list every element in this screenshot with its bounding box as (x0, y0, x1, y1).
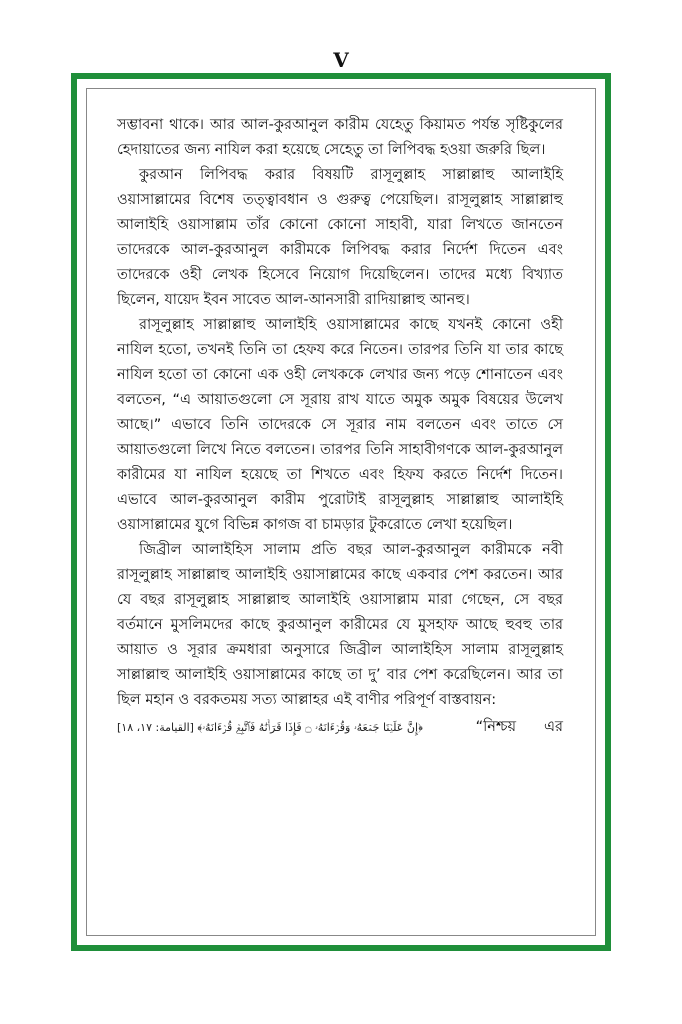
verse-word-nishchay: “নিশ্চয় (475, 719, 516, 735)
paragraph-1: সম্ভাবনা থাকে। আর আল-কুরআনুল কারীম যেহেতু কিয়ামত পর্যন্ত সৃষ্টিকুলের হেদায়াতের জন্য নাযিল করা হয়েছে সেহেতু তা লিপিবদ্ধ হওয়া জরুরি ছিল। (117, 117, 563, 158)
paragraph-2: কুরআন লিপিবদ্ধ করার বিষয়টি রাসূলুল্লাহ সাল্লাল্লাহু আলাইহি ওয়াসাল্লামের বিশেষ তত্ত্বাবধান ও গুরুত্ব পেয়েছিল। রাসূলুল্লাহ সাল্লাল্লাহু আলাইহি ওয়াসাল্লাম তাঁর কোনো কোনো সাহাবী, যারা লিখতে জানতেন তাদেরকে আল-কুরআনুল কারীমকে লিপিবদ্ধ করার নির্দেশ দিতেন এবং তাদেরকে ওহী লেখক হিসেবে নিয়োগ দিয়েছিলেন। তাদের মধ্যে বিখ্যাত ছিলেন, যায়েদ ইবন সাবেত আল-আনসারী রাদিয়াল্লাহু আনহু। (117, 167, 563, 308)
quran-verse-line (117, 715, 563, 740)
verse-translation-start (476, 715, 563, 740)
paragraph-4: জিব্রীল আলাইহিস সালাম প্রতি বছর আল-কুরআনুল কারীমকে নবী রাসূলুল্লাহ সাল্লাল্লাহু আলাইহি ওয়াসাল্লামের কাছে একবার পেশ করতেন। আর যে বছর রাসূলুল্লাহ সাল্লাল্লাহু আলাইহি ওয়াসাল্লাম মারা গেছেন, সে বছর বর্তমানে মুসলিমদের কাছে কুরআনুল কারীমের যে মুসহাফ আছে হুবহু তার আয়াত ও সূরার ক্রমধারা অনুসারে জিব্রীল আলাইহিস সালাম রাসূলুল্লাহ সাল্লাল্লাহু আলাইহি ওয়াসাল্লামের কাছে তা দু’ বার পেশ করেছিলেন। আর তা ছিল মহান ও বরকতময় সত্য আল্লাহর এই বাণীর পরিপূর্ণ বাস্তবায়ন: (117, 542, 563, 708)
verse-word-er: এর (543, 719, 563, 735)
paragraph-3: রাসূলুল্লাহ সাল্লাল্লাহু আলাইহি ওয়াসাল্লামের কাছে যখনই কোনো ওহী নাযিল হতো, তখনই তিনি তা হেফয করে নিতেন। তারপর তিনি যা তার কাছে নাযিল হতো তা কোনো এক ওহী লেখককে লেখার জন্য পড়ে শোনাতেন এবং বলতেন, “এ আয়াতগুলো সে সূরায় রাখ যাতে অমুক অমুক বিষয়ের উলেখ আছে।” এভাবে তিনি তাদেরকে সে সূরার নাম বলতেন এবং তাতে সে আয়াতগুলো লিখে নিতে বলতেন। তারপর তিনি সাহাবীগণকে আল-কুরআনুল কারীমের যা নাযিল হয়েছে তা শিখতে এবং হিফয করতে নির্দেশ দিতেন। এভাবে আল-কুরআনুল কারীম পুরোটাই রাসূলুল্লাহ সাল্লাল্লাহু আলাইহি ওয়াসাল্লামের যুগে বিভিন্ন কাগজ বা চামড়ার টুকরোতে লেখা হয়েছিল। (117, 317, 563, 533)
page-number: V (333, 48, 349, 72)
arabic-verse: ﴿إِنَّ عَلَيۡنَا جَمۡعَهُۥ وَقُرۡءَانَهُۥ ۝ فَإِذَا قَرَأۡنَٰهُ فَٱتَّبِعۡ قُرۡءَانَهُۥ﴾ [القيامة: ١٧، ١٨] (117, 721, 423, 734)
body-text (117, 113, 563, 740)
